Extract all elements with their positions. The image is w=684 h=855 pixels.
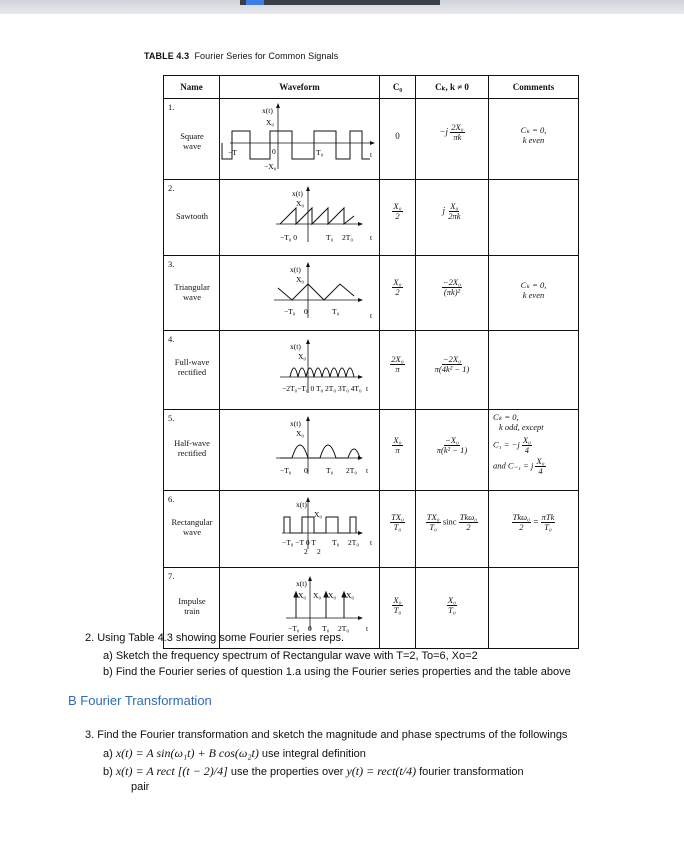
question-3: 3. Find the Fourier transformation and sketch the magnitude and phase spectrums of the followings — [85, 729, 568, 741]
comment-line2: k even — [522, 290, 545, 300]
sinc-arg-numerator: Tkω₀ — [459, 512, 478, 522]
q3a-suffix: use integral definition — [258, 748, 366, 760]
c0-numerator: X₀ — [393, 201, 402, 211]
x0-label: X₀ — [328, 591, 337, 600]
ck-numerator: X₀ — [450, 201, 459, 211]
table-caption: Fourier Series for Common Signals — [194, 51, 339, 61]
x0-label: X₀ — [296, 275, 305, 284]
ck-numerator: −2X₀ — [442, 277, 462, 287]
row-name-line2: wave — [183, 292, 201, 302]
table-title — [144, 51, 338, 61]
c0-denominator: 2 — [395, 287, 400, 297]
q3a-math: x(t) = A sin(ω₁t) + B cos(ω₂t) — [115, 746, 259, 760]
c0-value: 0 — [395, 131, 400, 141]
x0-label: X₀ — [296, 199, 305, 208]
q3b-suffix: fourier transformation — [416, 766, 524, 778]
ck-numerator: 2X₀ — [451, 122, 464, 132]
ck-numerator: TX₀ — [426, 512, 440, 522]
q3a-prefix: a) — [103, 748, 116, 760]
x0-label: X₀ — [296, 429, 305, 438]
row-name-line2: train — [184, 606, 200, 616]
half-denom-left: 2 — [304, 547, 308, 556]
ck-numerator: −X₀ — [445, 435, 459, 445]
header-name: Name — [164, 76, 220, 99]
rectangular-wave-plot — [220, 491, 380, 565]
table-number: TABLE 4.3 — [144, 51, 190, 61]
table-row — [164, 180, 579, 256]
xt-label: x(t) — [262, 106, 273, 115]
comment-equals: = — [533, 516, 539, 527]
negx0-label: −X₀ — [264, 162, 277, 171]
T0-label: T₀ — [322, 624, 330, 633]
table-row — [164, 331, 579, 410]
square-wave-plot — [220, 99, 380, 177]
sawtooth-plot — [220, 180, 380, 253]
c0-numerator: 2X₀ — [391, 354, 404, 364]
t-label: t — [366, 384, 369, 393]
T0-label: T₀ — [326, 233, 334, 242]
c0-denominator: 2 — [395, 211, 400, 221]
xt-label: x(t) — [290, 342, 301, 351]
comment-line1: Cₖ = 0, — [520, 125, 547, 135]
t-label: t — [370, 150, 373, 159]
t-label: t — [366, 466, 369, 475]
row-name: Impulse — [178, 596, 206, 606]
x0-label: X₀ — [346, 591, 355, 600]
twoT0-label: 2T₀ — [342, 233, 353, 242]
ck-prefix: −j — [439, 126, 448, 137]
table-row — [164, 410, 579, 491]
rect-ticks: −T₀ −T 0 T — [282, 538, 316, 547]
comment-line4-num: X₀ — [536, 456, 545, 466]
comment-line3-den: 4 — [524, 445, 530, 455]
question-2: 2. Using Table 4.3 showing some Fourier series reps. — [85, 632, 345, 644]
fw-ticks: −2T₀−T₀ 0 T₀ 2T₀ 3T₀ 4T₀ — [282, 384, 362, 393]
table-row — [164, 256, 579, 331]
zero-label: 0 — [304, 307, 308, 316]
row-name: Sawtooth — [175, 211, 209, 221]
row-number: 7. — [168, 571, 175, 581]
row-name-line2: rectified — [177, 367, 207, 377]
row-name: Full-wave — [174, 357, 210, 367]
t-label: t — [366, 624, 369, 633]
header-comments: Comments — [489, 76, 579, 99]
ck-denominator: 2πk — [448, 211, 461, 221]
half-denom-right: 2 — [317, 547, 321, 556]
c0-denominator: π — [395, 445, 400, 455]
comment-a-num: Tkω₀ — [512, 512, 531, 522]
half-wave-rectified-plot — [220, 410, 380, 488]
twoT0-label: 2T₀ — [348, 538, 359, 547]
question-3b-line2: pair — [131, 781, 150, 793]
full-wave-rectified-plot — [220, 331, 380, 407]
c0-numerator: X₀ — [393, 277, 402, 287]
negT0-label: −T — [228, 148, 237, 157]
zero-label: 0 — [304, 466, 308, 475]
comment-b-num: πTk — [541, 512, 555, 522]
ck-denominator: T₀ — [429, 522, 437, 532]
viewer-top-bar — [0, 0, 684, 14]
q3b-mid: use the properties over — [227, 766, 347, 778]
row-number: 3. — [168, 259, 175, 269]
tab-accent — [246, 0, 264, 5]
c0-numerator: X₀ — [393, 595, 402, 605]
c0-numerator: TX₀ — [391, 512, 404, 522]
table-header-row — [164, 76, 579, 99]
comment-a-den: 2 — [519, 522, 524, 532]
row-number: 6. — [168, 494, 175, 504]
ck-denominator: π(k² − 1) — [436, 445, 468, 455]
header-c0: C₀ — [380, 76, 416, 99]
c0-denominator: T₀ — [393, 522, 402, 532]
question-3b — [103, 764, 524, 779]
comment-b-den: T₀ — [544, 522, 552, 532]
xt-label: x(t) — [292, 189, 303, 198]
question-3a — [103, 746, 366, 761]
q3b-prefix: b) — [103, 766, 116, 778]
xt-label: x(t) — [290, 419, 301, 428]
table-row — [164, 99, 579, 180]
x0-label: X₀ — [313, 591, 322, 600]
comment-line3-num: X₀ — [522, 435, 531, 445]
x0-label: X₀ — [314, 510, 323, 519]
comment-line4: and C₋₁ = j — [493, 460, 534, 471]
q3b-math2: y(t) = rect(t/4) — [346, 764, 417, 778]
row-name: Square — [180, 131, 204, 141]
c0-numerator: X₀ — [393, 435, 402, 445]
T0-label: T₀ — [332, 538, 340, 547]
header-waveform: Waveform — [220, 76, 380, 99]
T0-label: T₀ — [326, 466, 334, 475]
ck-numerator: −2X₀ — [442, 354, 462, 364]
xt-label: x(t) — [296, 579, 307, 588]
xt-label: x(t) — [296, 500, 307, 509]
sinc-label: sinc — [442, 516, 457, 527]
row-name-line2: rectified — [177, 448, 207, 458]
comment-line2: k even — [522, 135, 545, 145]
row-number: 1. — [168, 102, 175, 112]
T0-label: T₀ — [332, 307, 340, 316]
row-name: Half-wave — [174, 438, 210, 448]
xt-label: x(t) — [290, 265, 301, 274]
header-ck: Cₖ, k ≠ 0 — [416, 76, 489, 99]
viewer-tab[interactable] — [240, 0, 440, 5]
comment-line3: C₁ = −j — [493, 439, 520, 450]
row-number: 4. — [168, 334, 175, 344]
t-label: t — [370, 311, 373, 320]
negT0-label: −T₀ — [288, 624, 300, 633]
t-label: t — [370, 233, 373, 242]
comment-line2: k odd, except — [499, 422, 544, 432]
zero-label: 0 — [272, 147, 276, 156]
comment-line4-den: 4 — [538, 466, 543, 476]
row-name-line2: wave — [183, 527, 201, 537]
ck-denominator: π(4k² − 1) — [434, 364, 470, 374]
triangular-wave-plot — [220, 256, 380, 328]
T0-label: T₀ — [316, 148, 324, 157]
row-name-line2: wave — [183, 141, 201, 151]
ck-prefix: j — [442, 205, 445, 216]
row-number: 5. — [168, 413, 175, 423]
row-name: Triangular — [174, 282, 210, 292]
twoT0-label: 2T₀ — [338, 624, 349, 633]
comment-line1: Cₖ = 0, — [493, 412, 519, 422]
sinc-arg-denominator: 2 — [466, 522, 471, 532]
ck-denominator: πk — [453, 132, 462, 142]
c0-denominator: π — [395, 364, 400, 374]
x0-label: X₀ — [266, 118, 275, 127]
ck-denominator: (πk)² — [443, 287, 461, 297]
table-row — [164, 491, 579, 568]
negT0-label: −T₀ — [284, 307, 296, 316]
question-2a: a) Sketch the frequency spectrum of Rectangular wave with T=2, To=6, Xo=2 — [103, 650, 478, 662]
zero-label: 0 — [308, 624, 312, 633]
fourier-series-table — [163, 75, 579, 649]
saw-ticks: −T₀ 0 — [280, 233, 298, 242]
c0-denominator: T₀ — [393, 605, 402, 615]
t-label: t — [370, 538, 373, 547]
x0-label: X₀ — [298, 352, 307, 361]
comment-line1: Cₖ = 0, — [520, 280, 547, 290]
question-2b: b) Find the Fourier series of question 1.a using the Fourier series properties and the table above — [103, 666, 571, 678]
x0-label: X₀ — [298, 591, 307, 600]
q3b-math: x(t) = A rect [(t − 2)/4] — [115, 764, 228, 778]
ck-numerator: X₀ — [447, 595, 457, 605]
row-number: 2. — [168, 183, 175, 193]
twoT0-label: 2T₀ — [346, 466, 357, 475]
ck-denominator: T₀ — [448, 605, 456, 615]
section-heading: B Fourier Transformation — [68, 693, 212, 708]
row-name: Rectangular — [171, 517, 213, 527]
negT0-label: −T₀ — [280, 466, 292, 475]
